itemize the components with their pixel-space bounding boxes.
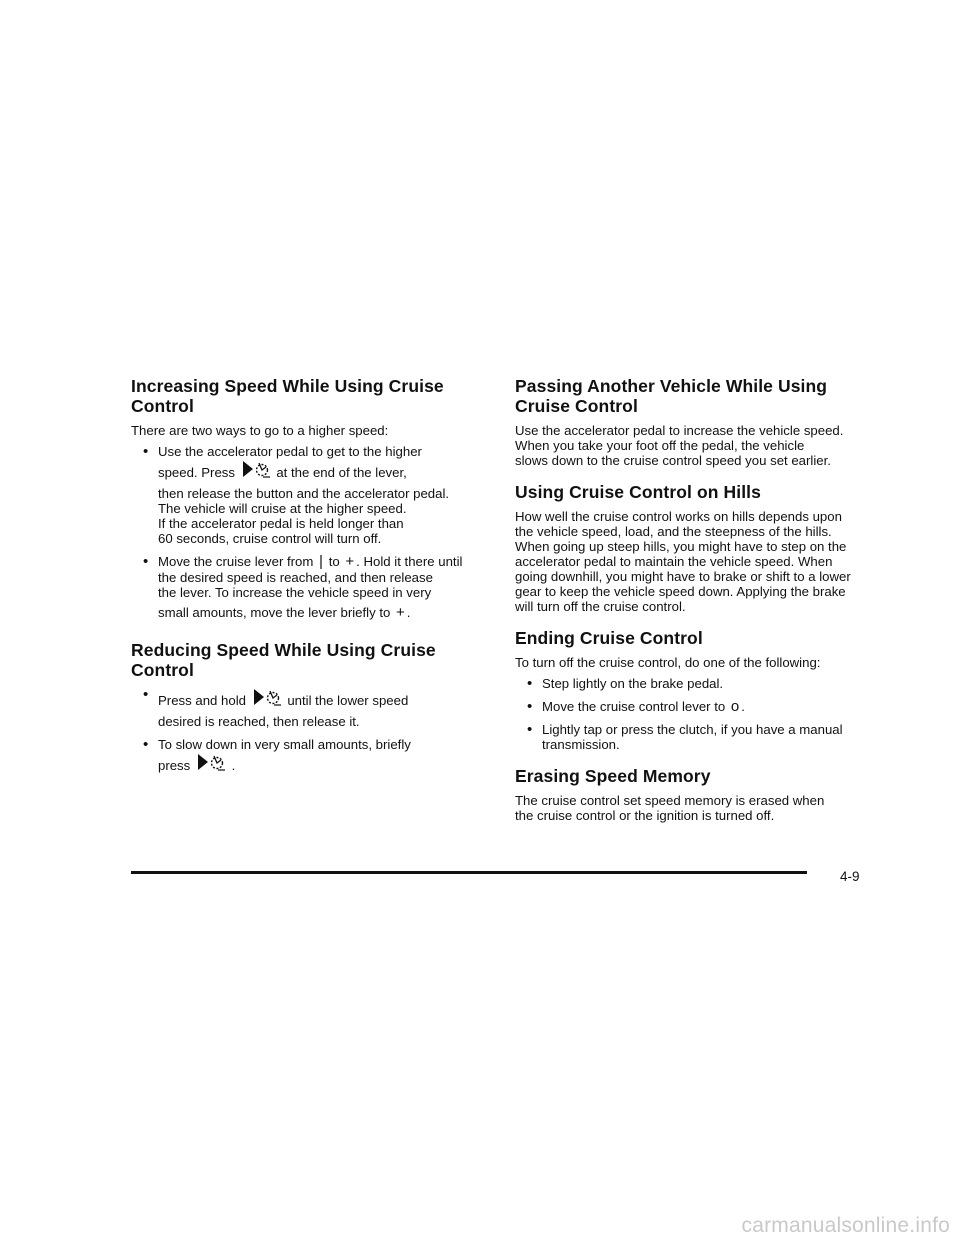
ending-intro: To turn off the cruise control, do one of the following: [515,655,821,670]
left-column [131,376,476,789]
ending-heading: Ending Cruise Control [515,628,703,648]
list-item: • Step lightly on the brake pedal. [515,676,875,691]
resume-accel-icon: + [396,604,405,621]
off-position-icon: o [730,698,740,715]
list-item: • To slow down in very small amounts, briefly press . [131,737,476,779]
list-item: • Move the cruise lever from to + . Hold it there until the desired speed is reached, and then release the lever. To increase the vehicle speed in very small amounts, move the lever briefly to + . [131,554,476,626]
resume-accel-icon: + [345,553,355,570]
hills-heading: Using Cruise Control on Hills [515,482,761,502]
list-item: • Move the cruise control lever to o . [515,699,875,714]
set-coast-button-icon [196,752,226,774]
ending-list [515,676,875,752]
increasing-speed-heading: Increasing Speed While Using Cruise Control [131,376,444,416]
footer-rule [131,871,807,874]
list-item: • Use the accelerator pedal to get to the higher speed. Press at the end of the lever, then release the button and the accelerator pedal. The vehicle will cruise at the higher speed. If the accelerator pedal is held longer than 60 seconds, cruise control will turn off. [131,444,476,546]
hills-paragraph: How well the cruise control works on hills depends upon the vehicle speed, load, and the steepness of the hills. When going up steep hills, you might have to step on the accelerator pedal to maintain the vehicle speed. When going downhill, you might have to brake or shift to a lower gear to keep the vehicle speed down. Applying the brake will turn off the cruise control. [515,509,851,614]
set-coast-button-icon [241,459,271,481]
list-item: • Lightly tap or press the clutch, if you have a manual transmission. [515,722,875,752]
on-position-icon [319,554,323,570]
erasing-heading: Erasing Speed Memory [515,766,711,786]
page-number: 4-9 [840,869,860,884]
set-coast-button-icon [252,687,282,709]
passing-heading: Passing Another Vehicle While Using Cruise Control [515,376,828,416]
passing-paragraph: Use the accelerator pedal to increase the vehicle speed. When you take your foot off the pedal, the vehicle slows down to the cruise control speed you set earlier. [515,423,844,468]
right-column [515,376,875,829]
watermark: carmanualsonline.info [741,1214,950,1237]
reducing-speed-list [131,687,476,779]
reducing-speed-heading: Reducing Speed While Using Cruise Control [131,640,436,680]
list-item: • Press and hold until the lower speed desired is reached, then release it. [131,687,476,729]
increasing-speed-list [131,444,476,626]
erasing-paragraph: The cruise control set speed memory is erased when the cruise control or the ignition is turned off. [515,793,825,823]
increasing-speed-intro: There are two ways to go to a higher speed: [131,423,389,438]
